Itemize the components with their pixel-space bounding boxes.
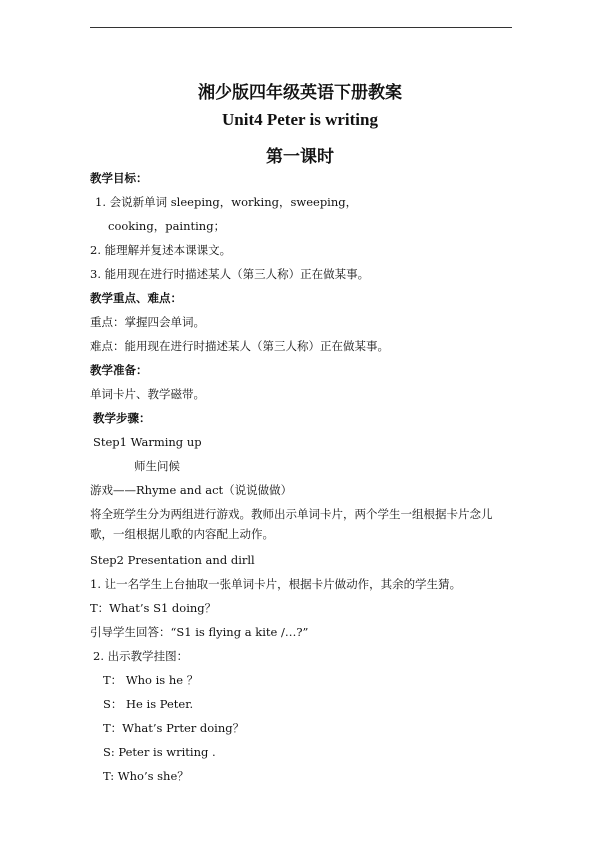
document-title: 湘少版四年级英语下册教案 (198, 83, 402, 103)
dialogue-line: S： He is Peter. (103, 697, 194, 711)
paragraph: T：What’s S1 doing？ (90, 601, 217, 615)
paragraph: 游戏——Rhyme and act（说说做做） (90, 483, 293, 497)
dialogue-line: S: Peter is writing . (103, 745, 216, 759)
paragraph: 难点：能用现在进行时描述某人（第三人称）正在做某事。 (90, 339, 389, 353)
dialogue-line: T：What’s Prter doing？ (103, 721, 245, 735)
paragraph: 重点：掌握四会单词。 (90, 315, 205, 329)
paragraph: 1. 会说新单词 sleeping，working，sweeping， (95, 195, 358, 209)
paragraph: 1. 让一名学生上台抽取一张单词卡片，根据卡片做动作，其余的学生猜。 (90, 577, 462, 591)
paragraph: 3. 能用现在进行时描述某人（第三人称）正在做某事。 (90, 267, 370, 281)
section-heading-steps: 教学步骤： (93, 411, 151, 425)
paragraph: 将全班学生分为两组进行游戏。教师出示单词卡片，两个学生一组根据卡片念儿 (90, 507, 493, 521)
lesson-title: 第一课时 (266, 147, 334, 167)
paragraph: 2. 能理解并复述本课课文。 (90, 243, 232, 257)
header-rule (90, 27, 512, 28)
section-heading-preparation: 教学准备： (90, 363, 148, 377)
paragraph: cooking，painting； (108, 219, 226, 233)
dialogue-line: T： Who is he ？ (103, 673, 199, 687)
section-heading-objectives: 教学目标： (90, 171, 148, 185)
section-heading-key-points: 教学重点、难点： (90, 291, 182, 305)
paragraph: 师生问候 (134, 459, 180, 473)
unit-title: Unit4 Peter is writing (222, 110, 378, 129)
paragraph: 2. 出示教学挂图： (93, 649, 189, 663)
paragraph: 单词卡片、教学磁带。 (90, 387, 205, 401)
paragraph: Step2 Presentation and dirll (90, 553, 255, 567)
paragraph: 歌，一组根据儿歌的内容配上动作。 (90, 527, 274, 541)
dialogue-line: T: Who’s she？ (103, 769, 189, 783)
paragraph: 引导学生回答：“S1 is flying a kite /…?” (90, 625, 309, 639)
paragraph: Step1 Warming up (93, 435, 202, 449)
